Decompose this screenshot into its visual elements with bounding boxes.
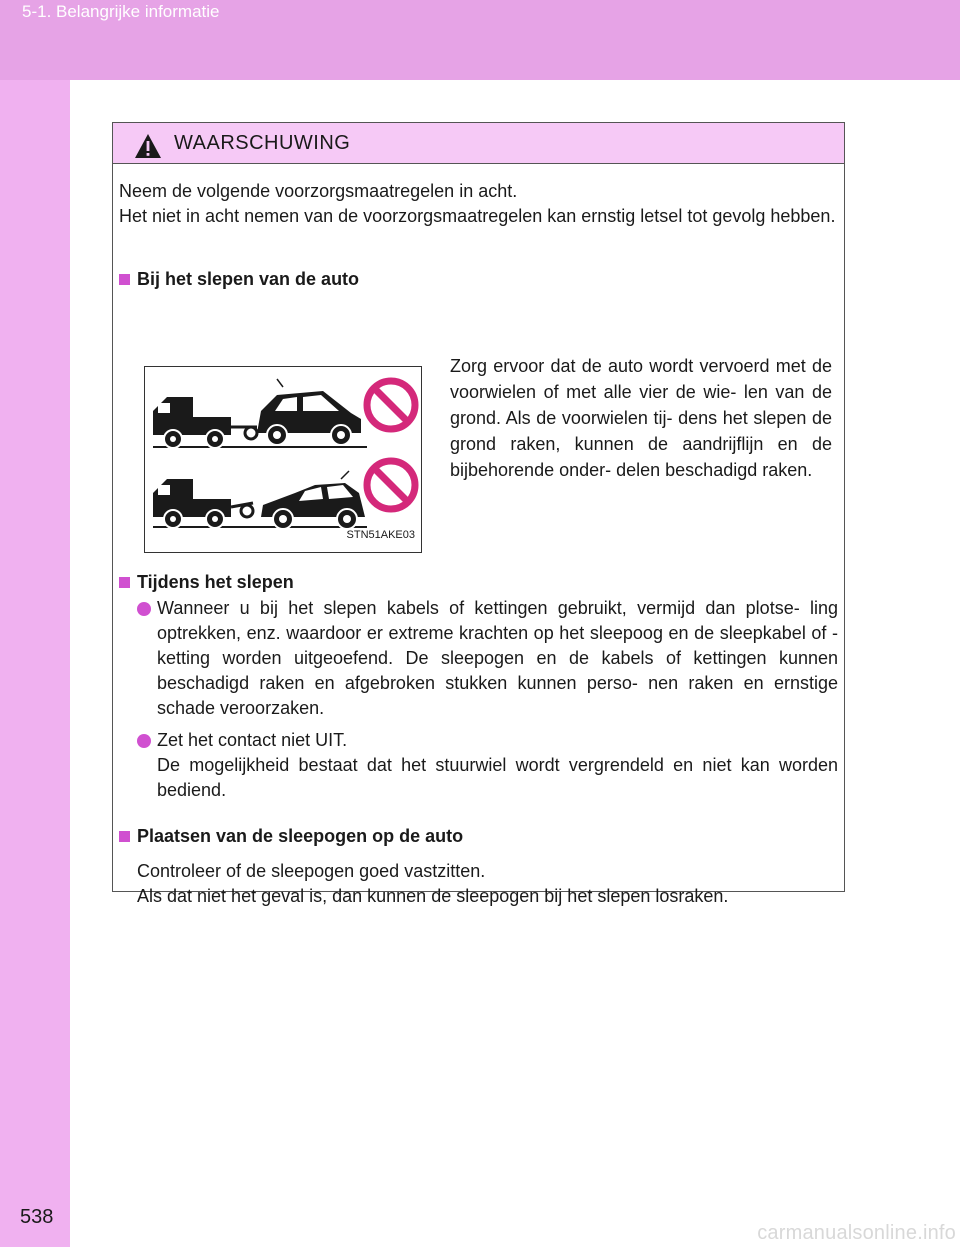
towing-illustration bbox=[144, 366, 422, 553]
header-band bbox=[0, 0, 960, 80]
figure-label: STN51AKE03 bbox=[346, 529, 415, 541]
circle-bullet-icon bbox=[137, 602, 151, 616]
square-bullet-icon bbox=[119, 274, 130, 285]
towing-description: Zorg ervoor dat de auto wordt vervoerd met de voorwielen of met alle vier de wie- len van de grond. Als de voorwielen tij- dens het slepen de grond raken, kunnen de aandrijflijn en de bijbehorende onder- delen beschadigd raken. bbox=[450, 356, 832, 480]
eyelet-loose-text: Als dat niet het geval is, dan kunnen de sleepogen bij het slepen losraken. bbox=[137, 886, 729, 906]
bullet-ignition-detail: De mogelijkheid bestaat dat het stuurwiel wordt vergrendeld en niet kan worden bediend. bbox=[157, 755, 838, 800]
bullet-cables-chains: Wanneer u bij het slepen kabels of kettingen gebruikt, vermijd dan plotse- ling optrekken, enz. waardoor er extreme krachten op het sleepoog en de sleepkabel of -ketting worden uitgeoefend. De sleepogen en de kabels of kettingen kunnen beschadigd raken en afgebroken stukken kunnen perso- nen raken en ernstige schade veroorzaken. bbox=[157, 598, 838, 718]
eyelet-check-text: Controleer of de sleepogen goed vastzitten. bbox=[137, 861, 486, 881]
section-title: 5-1. Belangrijke informatie bbox=[22, 2, 220, 21]
square-bullet-icon bbox=[119, 577, 130, 588]
section-heading-during-towing: Tijdens het slepen bbox=[137, 572, 294, 592]
warning-title: WAARSCHUWING bbox=[174, 132, 351, 154]
page-number: 538 bbox=[20, 1206, 54, 1228]
section-heading-towing: Bij het slepen van de auto bbox=[137, 269, 360, 289]
side-strip bbox=[0, 80, 70, 1247]
square-bullet-icon bbox=[119, 831, 130, 842]
warning-triangle-icon bbox=[134, 133, 162, 159]
circle-bullet-icon bbox=[137, 734, 151, 748]
watermark: carmanualsonline.info bbox=[757, 1222, 956, 1244]
warning-box bbox=[112, 122, 845, 906]
section-heading-towing-eyelets: Plaatsen van de sleepogen op de auto bbox=[137, 826, 464, 846]
intro-text: Neem de volgende voorzorgsmaatregelen in acht. bbox=[119, 181, 518, 201]
bullet-ignition: Zet het contact niet UIT. bbox=[157, 730, 348, 750]
warning-header bbox=[113, 123, 844, 164]
intro-text-2: Het niet in acht nemen van de voorzorgsmaatregelen kan ernstig letsel tot gevolg hebben. bbox=[119, 206, 836, 226]
